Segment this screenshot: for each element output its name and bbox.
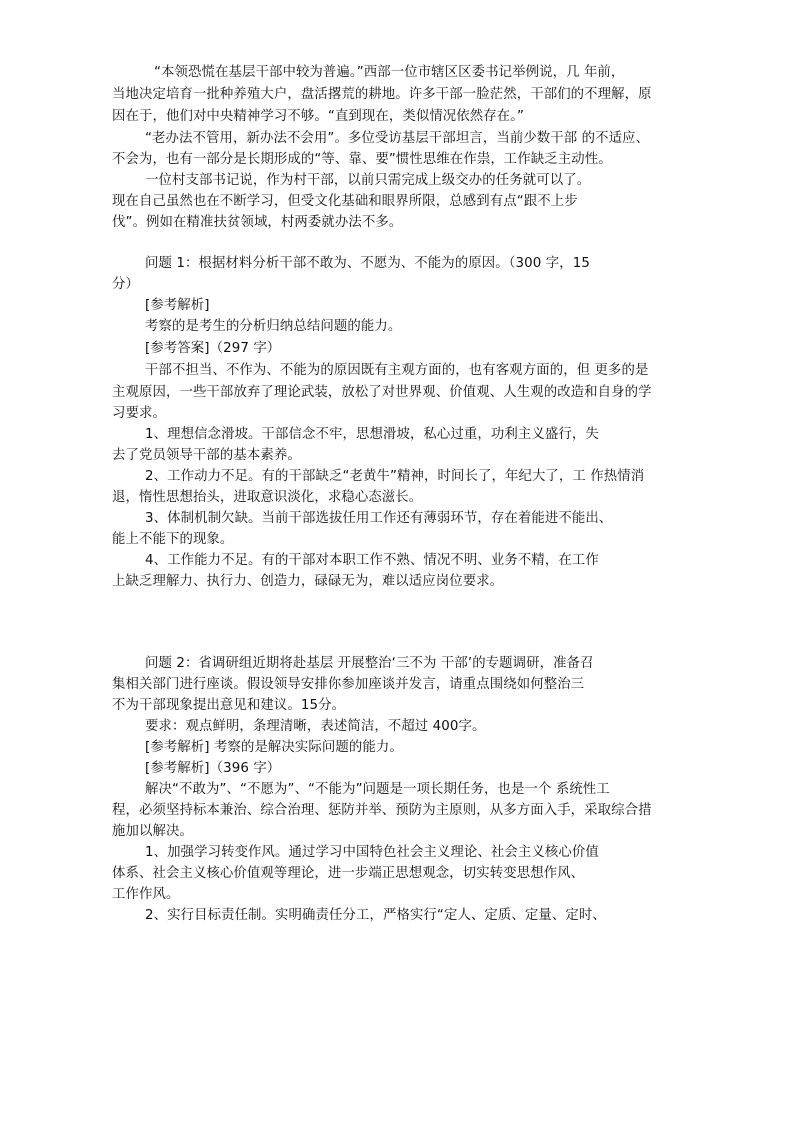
question-2-line: 1、加强学习转变作风。通过学习中国特色社会主义理论、社会主义核心价值 (145, 845, 599, 860)
question-2-line: 工作作风。 (112, 887, 180, 902)
material-line: 一位村支部书记说，作为村干部，以前只需完成上级交办的任务就可以了。 (145, 173, 591, 188)
question-1-line: 3、体制机制欠缺。当前干部选拔任用工作还有薄弱环节，存在着能进不能出、 (145, 511, 613, 526)
question-1-line: 2、工作动力不足。有的干部缺乏“老黄牛”精神，时间长了，年纪大了，工 作热情消 (145, 469, 645, 484)
question-1-line: 习要求。 (112, 406, 166, 421)
question-2-line: 要求：观点鲜明，条理清晰，表述简洁，不超过 400字。 (145, 719, 486, 734)
question-1-line: 上缺乏理解力、执行力、创造力，碌碌无为，难以适应岗位要求。 (112, 574, 504, 589)
question-1-line: 退，惰性思想抬头，进取意识淡化，求稳心态滋长。 (112, 490, 423, 505)
material-line: 伐”。例如在精准扶贫领域，村两委就办法不多。 (112, 215, 403, 230)
question-1-title: 问题 1：根据材料分析干部不敢为、不愿为、不能为的原因。（300 字，15 (145, 256, 590, 271)
question-1-line: 考察的是考生的分析归纳总结问题的能力。 (145, 319, 402, 334)
question-1-line: 能上不能下的现象。 (112, 532, 234, 547)
question-2-line: 2、实行目标责任制。实明确责任分工，严格实行“定人、定质、定量、定时、 (145, 908, 606, 923)
question-2-line: 程，必须坚持标本兼治、综合治理、惩防并举、预防为主原则，从多方面入手，采取综合措 (112, 803, 652, 818)
material-line: 当地决定培育一批种养殖大户，盘活撂荒的耕地。许多干部一脸茫然，干部们的不理解，原 (112, 87, 652, 102)
question-2-line: [参考解析] 考察的是解决实际问题的能力。 (145, 740, 403, 755)
question-1-line: 主观原因，一些干部放弃了理论武装，放松了对世界观、价值观、人生观的改造和自身的学 (112, 385, 652, 400)
question-1-line: 干部不担当、不作为、不能为的原因既有主观方面的，也有客观方面的，但 更多的是 (145, 363, 649, 378)
material-line: “老办法不管用，新办法不会用”。多位受访基层干部坦言，当前少数干部 的不适应、 (145, 131, 650, 146)
material-line: 不会为，也有一部分是长期形成的“等、靠、要”惯性思维在作祟，工作缺乏主动性。 (112, 152, 612, 167)
question-1-line: [参考解析] (145, 298, 210, 313)
question-2-line: 不为干部现象提出意见和建议。15分。 (112, 698, 346, 713)
question-1-line: [参考答案]（297 字） (145, 341, 281, 356)
question-1-line: 分） (112, 277, 139, 292)
question-2-title: 问题 2：省调研组近期将赴基层 开展整治‘三不为 干部’的专题调研，准备召 (145, 656, 594, 671)
question-2-line: 施加以解决。 (112, 824, 193, 839)
question-2-line: [参考解析]（396 字） (145, 761, 281, 776)
material-line: 现在自己虽然也在不断学习，但受文化基础和眼界所限，总感到有点“跟不上步 (112, 194, 578, 209)
question-2-line: 集相关部门进行座谈。假设领导安排你参加座谈并发言，请重点围绕如何整治三 (112, 677, 585, 692)
question-1-line: 4、工作能力不足。有的干部对本职工作不熟、情况不明、业务不精，在工作 (145, 553, 599, 568)
question-1-line: 去了党员领导干部的基本素养。 (112, 448, 301, 463)
question-1-line: 1、理想信念滑坡。干部信念不牢，思想滑坡，私心过重，功利主义盛行，失 (145, 427, 599, 442)
question-2-line: 体系、社会主义核心价值观等理论，进一步端正思想观念，切实转变思想作风、 (112, 866, 585, 881)
question-2-line: 解决“不敢为”、“不愿为”、“不能为”问题是一项长期任务，也是一个 系统性工 (145, 782, 610, 797)
material-line: 因在于，他们对中央精神学习不够。“直到现在，类似情况依然存在。” (112, 109, 525, 124)
material-line: “本领恐慌在基层干部中较为普遍。”西部一位市辖区区委书记举例说，几 年前， (154, 65, 625, 80)
